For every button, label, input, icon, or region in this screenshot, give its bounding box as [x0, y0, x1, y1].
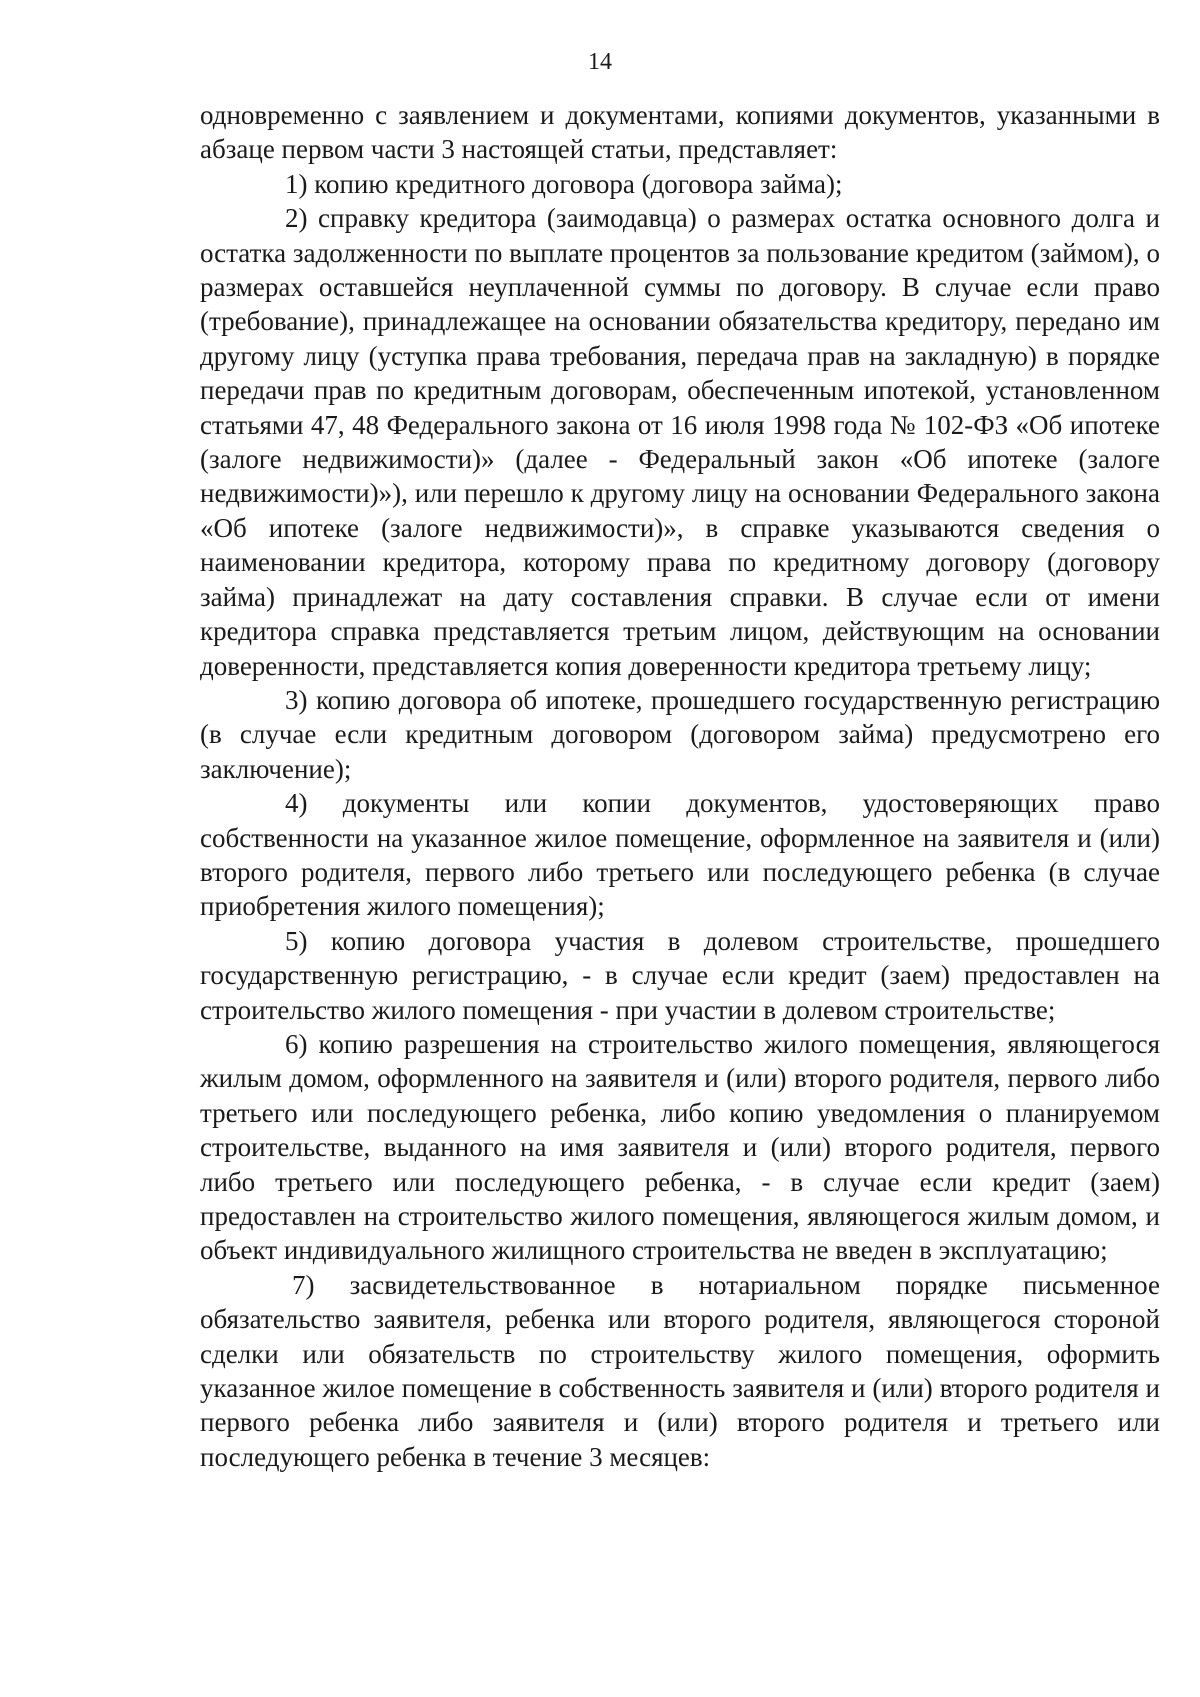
list-item-6: 6) копию разрешения на строительство жилого помещения, являющегося жилым домом, оформленного на заявителя и (или) второго родителя, первого либо третьего или последующего ребенка, либо копию уведомления о планируемом строительстве, выданного на имя заявителя и (или) второго родителя, первого либо третьего или последующего ребенка, - в случае если кредит (заем) предоставлен на строительство жилого помещения, являющегося жилым домом, и объект индивидуального жилищного строительства не введен в эксплуатацию;: [200, 1028, 1160, 1266]
list-item-4: 4) документы или копии документов, удостоверяющих право собственности на указанное жилое помещение, оформленное на заявителя и (или) второго родителя, первого либо третьего или последующего ребенка (в случае приобретения жилого помещения);: [200, 788, 1160, 922]
page-number: 14: [588, 49, 612, 75]
list-item-1: 1) копию кредитного договора (договора займа);: [285, 168, 843, 199]
list-item-3: 3) копию договора об ипотеке, прошедшего государственную регистрацию (в случае если кредитным договором (договором займа) предусмотрено его заключение);: [200, 684, 1160, 784]
list-item-5: 5) копию договора участия в долевом строительстве, прошедшего государственную регистрацию, - в случае если кредит (заем) предоставлен на строительство жилого помещения - при участии в долевом строительстве;: [200, 925, 1160, 1025]
paragraph-intro: одновременно с заявлением и документами, копиями документов, указанными в абзаце первом части 3 настоящей статьи, представляет:: [200, 100, 1160, 165]
list-item-2: 2) справку кредитора (заимодавца) о размерах остатка основного долга и остатка задолженности по выплате процентов за пользование кредитом (займом), о размерах оставшейся неуплаченной суммы по договору. В случае если право (требование), принадлежащее на основании обязательства кредитору, передано им другому лицу (уступка права требования, передача прав на закладную) в порядке передачи прав по кредитным договорам, обеспеченным ипотекой, установленном статьями 47, 48 Федерального закона от 16 июля 1998 года № 102-ФЗ «Об ипотеке (залоге недвижимости)» (далее - Федеральный закон «Об ипотеке (залоге недвижимости)»), или перешло к другому лицу на основании Федерального закона «Об ипотеке (залоге недвижимости)», в справке указываются сведения о наименовании кредитора, которому права по кредитному договору (договору займа) принадлежат на дату составления справки. В случае если от имени кредитора справка представляется третьим лицом, действующим на основании доверенности, представляется копия доверенности кредитора третьему лицу;: [200, 203, 1160, 681]
document-body: [200, 98, 1160, 1474]
list-item-7: 7) засвидетельствованное в нотариальном порядке письменное обязательство заявителя, ребенка или второго родителя, являющегося стороной сделки или обязательств по строительству жилого помещения, оформить указанное жилое помещение в собственность заявителя и (или) второго родителя и первого ребенка либо заявителя и (или) второго родителя и третьего или последующего ребенка в течение 3 месяцев:: [200, 1269, 1160, 1472]
